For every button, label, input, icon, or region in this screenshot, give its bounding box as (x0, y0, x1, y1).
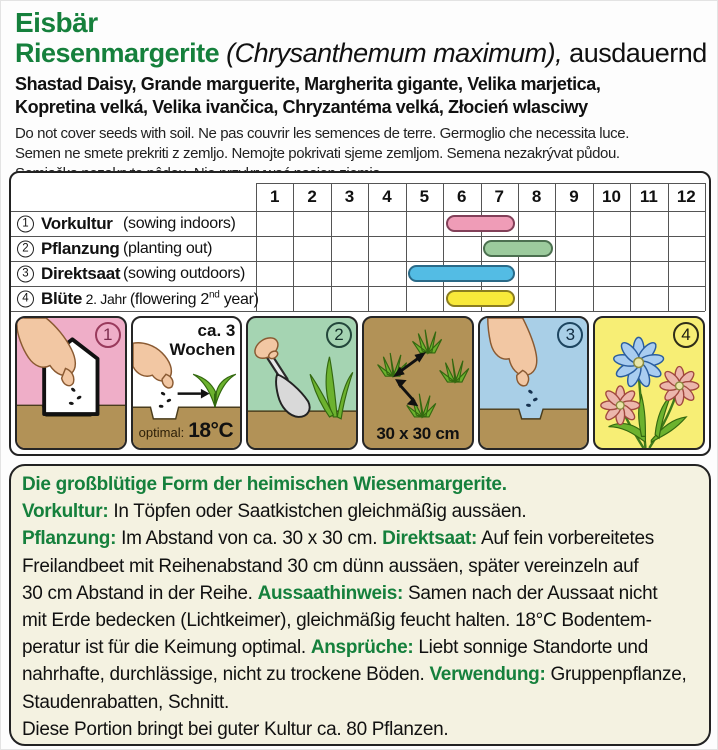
keyword: Ansprüche: (310, 637, 414, 659)
spacing-caption: 30 x 30 cm (376, 424, 460, 443)
body-text: Freilandbeet mit Reihenabstand 30 cm dünn aussäen, später vereinzeln auf (22, 555, 639, 577)
step-2-badge: 2 (326, 322, 352, 348)
row-label-en: (flowering 2nd year) (129, 289, 259, 308)
month-7: 7 (494, 187, 504, 206)
pflanzung-period-bar (483, 240, 553, 257)
sprout-icon (193, 374, 236, 407)
instruction-line-3 (22, 525, 698, 552)
germination-duration-label: ca. 3 Wochen (169, 321, 236, 359)
row-number-badge: 2 (17, 240, 34, 257)
keyword: Vorkultur: (22, 501, 109, 523)
month-8: 8 (531, 187, 542, 206)
row-label-suffix: 2. Jahr (82, 290, 130, 307)
optimal-temperature-label (139, 419, 238, 443)
month-2: 2 (307, 187, 317, 206)
row-number-badge: 1 (17, 215, 34, 232)
instruction-line-9 (22, 689, 698, 716)
names-line-2: Kopretina velká, Velika ivančica, Chryzantéma velká, Złocień wlasciwy (15, 97, 588, 117)
instruction-panels (11, 315, 709, 451)
step-1-badge: 1 (95, 322, 121, 348)
grid-row-line (11, 311, 705, 312)
body-text: Samen nach der Aussaat nicht (403, 582, 658, 604)
keyword: Die großblütige Form der heimischen Wiesenmargerite. (22, 474, 507, 495)
body-text: mit Erde bedecken (Lichtkeimer), gleichmäßig feucht halten. 18°C Bodentem- (22, 610, 652, 632)
grid-top-line (256, 183, 705, 184)
calendar-row-direktsaat (11, 261, 705, 286)
names-line-1: Shastad Daisy, Grande marguerite, Margherita gigante, Velika marjetica, (15, 74, 601, 94)
notes-line-2: Semen ne smete prekriti z zemljo. Nemojte pokrivati sjeme zemljom. Semena nezakrývat půdou. (15, 145, 620, 162)
month-5: 5 (419, 187, 430, 206)
row-label-en: (sowing indoors) (123, 214, 236, 232)
panel-sow-outdoors (478, 316, 590, 450)
panel-plant-out (246, 316, 358, 450)
body-text: Gruppenpflanze, (545, 664, 687, 686)
panel-germination (131, 316, 243, 450)
instruction-line-5 (22, 580, 698, 607)
body-text: Auf fein vorbereitetes (477, 528, 654, 550)
instruction-line-10 (22, 716, 698, 743)
calendar-row-vorkultur (11, 211, 705, 236)
soil-shape (480, 409, 588, 448)
variety-name: Eisbär (15, 7, 98, 38)
row-label-de: Direktsaat (41, 263, 121, 283)
multilingual-names (15, 73, 713, 119)
step-3-badge: 3 (557, 322, 583, 348)
seeds-icon (526, 389, 538, 407)
panel-flowering (593, 316, 705, 450)
hand-icon (487, 318, 536, 375)
instruction-line-1 (22, 471, 698, 498)
plant-icon (310, 357, 353, 419)
spacing-arrow-icon (393, 352, 426, 406)
keyword: Verwendung: (429, 664, 546, 686)
grass-tuft-icon (378, 330, 469, 417)
body-text: Staudenrabatten, Schnitt. (22, 691, 229, 713)
body-text: In Töpfen oder Saatkistchen gleichmäßig aussäen. (108, 501, 527, 523)
temperature-value: 18°C (188, 419, 234, 442)
hand-icon (17, 318, 75, 375)
month-3: 3 (344, 187, 355, 206)
keyword: Pflanzung: (22, 528, 117, 550)
row-label-de: Blüte (41, 288, 83, 308)
instruction-line-8 (22, 661, 698, 688)
grid-column-line (705, 183, 706, 311)
direktsaat-period-bar (408, 265, 515, 282)
panel-sow-indoors (15, 316, 127, 450)
notes-line-1: Do not cover seeds with soil. Ne pas couvrir les semences de terre. Germoglio che necessita luce. (15, 125, 629, 142)
row-number-badge: 4 (17, 290, 34, 307)
body-text: peratur ist für die Keimung optimal. (22, 637, 311, 659)
instruction-line-2 (22, 498, 698, 525)
keyword: Aussaathinweis: (257, 582, 404, 604)
calendar-row-pflanzung (11, 236, 705, 261)
row-label (41, 214, 113, 234)
species-common-name: Riesenmargerite (15, 38, 227, 68)
instruction-line-7 (22, 634, 698, 661)
seeds-icon (158, 391, 171, 408)
step-4-badge: 4 (673, 322, 699, 348)
culture-instructions-box (9, 464, 711, 746)
row-label-de: Pflanzung (41, 238, 120, 258)
optimal-label: optimal: (138, 425, 185, 440)
row-label-en: (planting out) (123, 239, 213, 257)
vorkultur-period-bar (446, 215, 516, 232)
month-9: 9 (569, 187, 579, 206)
body-text: Im Abstand von ca. 30 x 30 cm. (116, 528, 383, 550)
keyword: Direktsaat: (382, 528, 478, 550)
month-1: 1 (269, 187, 280, 206)
species-latin-name: (Chrysanthemum maximum), (226, 38, 563, 68)
panel-spacing (362, 316, 474, 450)
month-4: 4 (382, 187, 392, 206)
month-6: 6 (457, 187, 467, 206)
body-text: 30 cm Abstand in der Reihe. (22, 582, 258, 604)
species-perennial-note: ausdauernd (562, 38, 707, 68)
row-label-de: Vorkultur (41, 213, 113, 233)
month-11: 11 (639, 187, 658, 206)
month-10: 10 (601, 187, 621, 206)
body-text: Liebt sonnige Standorte und (413, 637, 648, 659)
row-number-badge: 3 (17, 265, 34, 282)
bluete-period-bar (446, 290, 516, 307)
row-label (41, 239, 120, 259)
hand-icon (251, 334, 282, 363)
month-12: 12 (676, 187, 696, 206)
body-text: Diese Portion bringt bei guter Kultur ca. 80 Pflanzen. (22, 718, 449, 740)
row-label (41, 289, 259, 309)
row-label-en: (sowing outdoors) (123, 264, 246, 282)
header (15, 7, 713, 184)
instruction-line-4 (22, 553, 698, 580)
calendar-and-steps-box (9, 171, 711, 456)
fingers-icon (162, 374, 173, 388)
body-text: nahrhafte, durchlässige, nicht zu trockene Böden. (22, 664, 430, 686)
species-line (15, 38, 713, 68)
instruction-line-6 (22, 607, 698, 634)
calendar-row-bluete (11, 286, 705, 311)
arrow-icon (177, 389, 209, 399)
row-label (41, 264, 120, 284)
